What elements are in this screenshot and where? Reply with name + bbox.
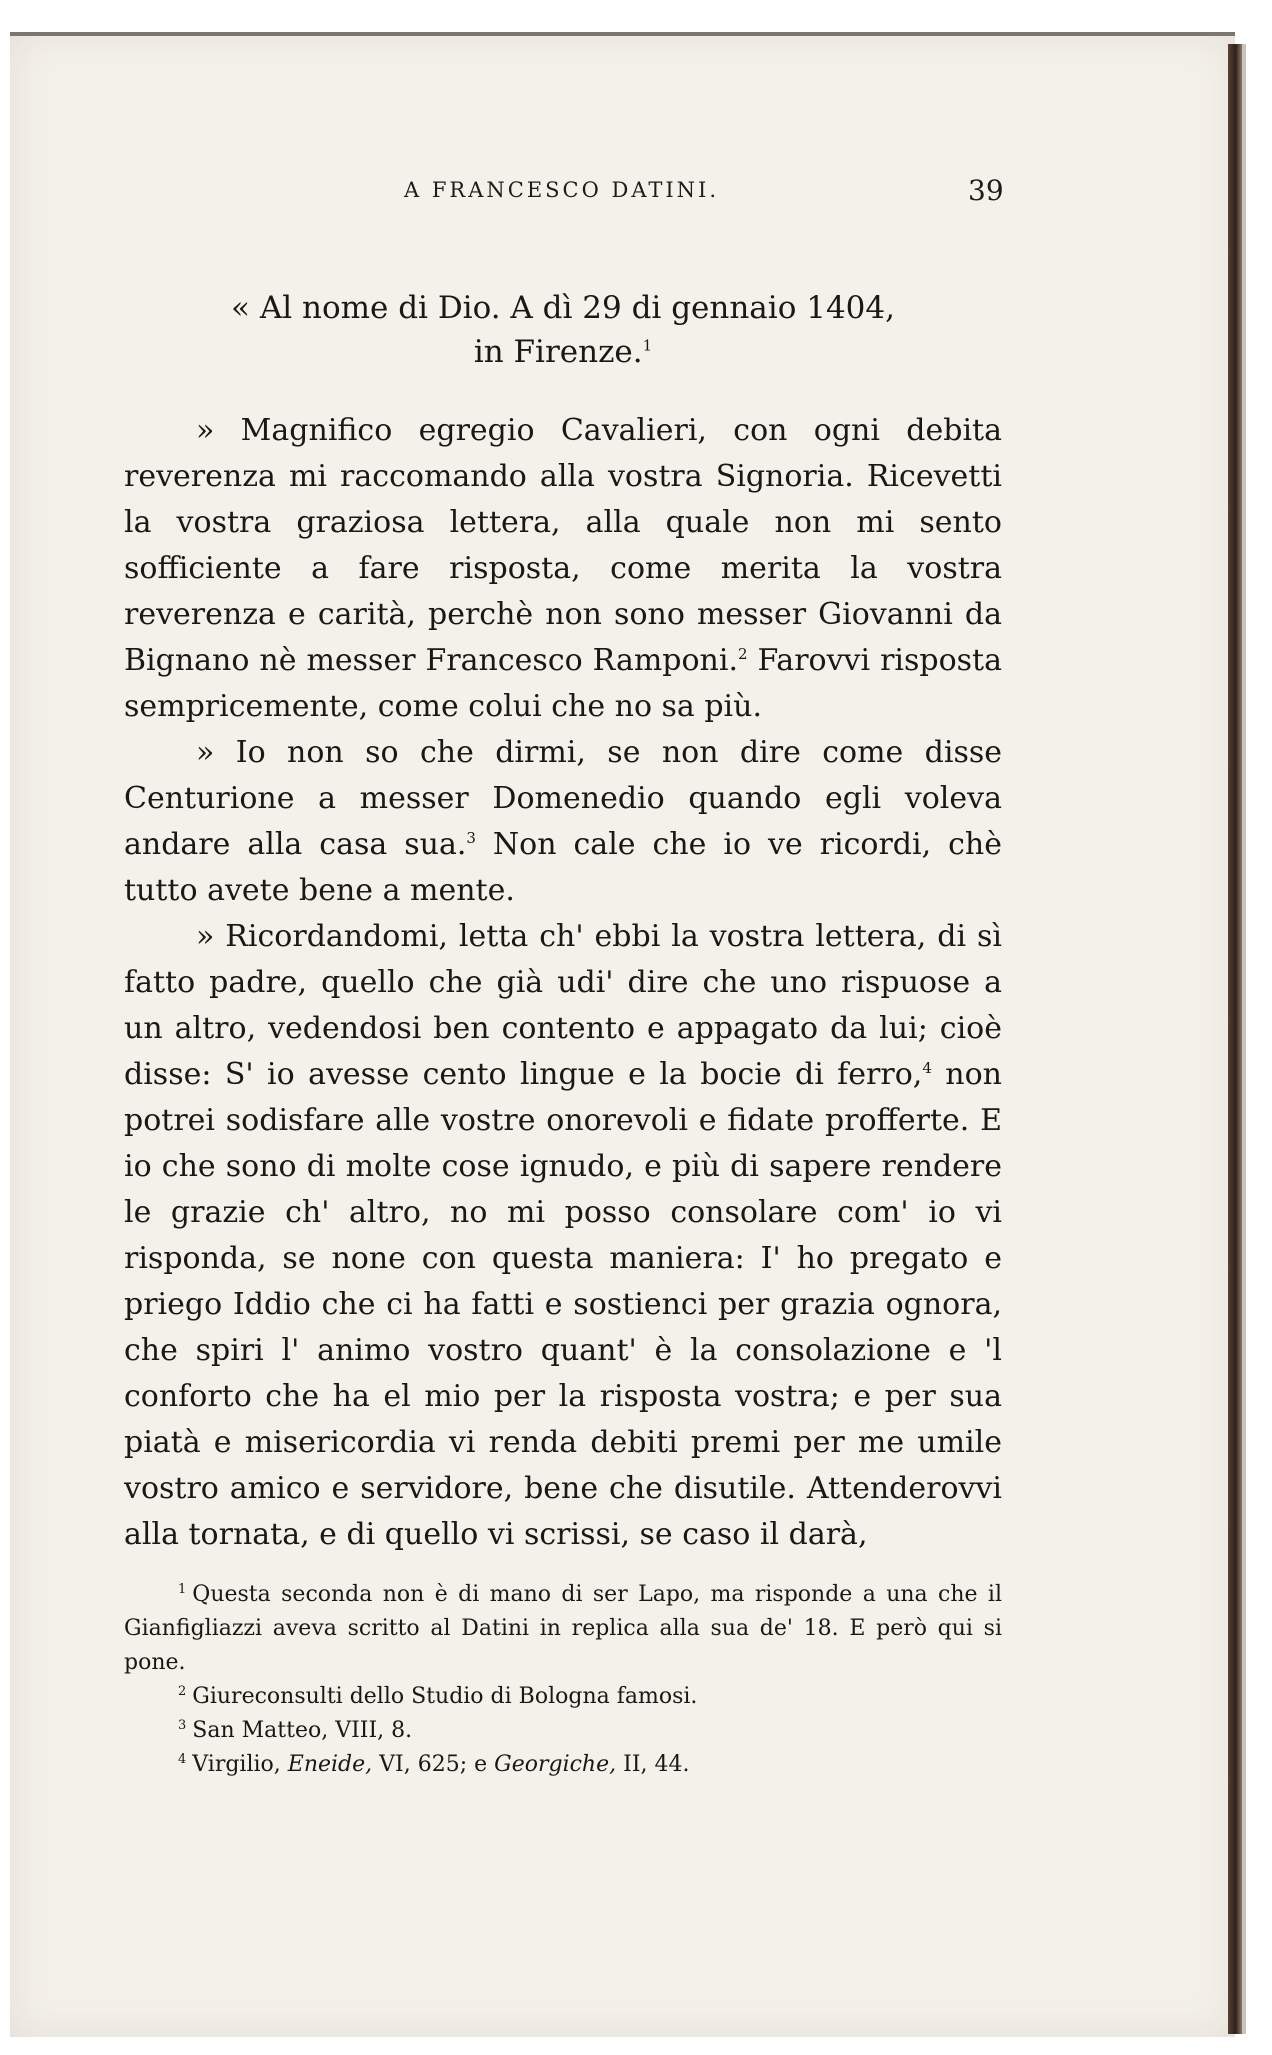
footnotes (124, 1578, 1002, 1782)
page-top-edge (10, 32, 1235, 36)
work-title: Eneide, (287, 1752, 373, 1777)
footnote (124, 1748, 1002, 1782)
footnote-text: II, 44. (623, 1752, 690, 1777)
footnote-mark: 3 (178, 1717, 187, 1733)
heading-line-1: « Al nome di Dio. A dì 29 di gennaio 1404, (231, 290, 895, 326)
letter-heading (124, 286, 1002, 374)
heading-line-2 (124, 330, 1002, 374)
running-title: A FRANCESCO DATINI. (404, 178, 720, 202)
footnote-ref: 1 (642, 336, 653, 355)
footnote-text: Questa seconda non è di mano di ser Lapo, ma risponde a una che il Gianfigliazzi aveva scritto al Datini in replica alla sua de' 18. E però qui si pone. (124, 1582, 1002, 1675)
page-number: 39 (968, 174, 1004, 207)
footnote-ref: 2 (738, 645, 748, 663)
paragraph (124, 914, 1002, 1558)
page-header (0, 174, 1272, 214)
footnote-mark: 1 (178, 1581, 187, 1597)
paragraph-text: Farovvi risposta sempricemente, come colui che no sa più. (124, 643, 1002, 724)
footnote-text: Giureconsulti dello Studio di Bologna famosi. (192, 1684, 698, 1709)
footnote (124, 1578, 1002, 1680)
footnote-ref: 4 (922, 1059, 932, 1077)
paragraph (124, 730, 1002, 914)
footnote-text: Virgilio, (192, 1752, 281, 1777)
paragraph-text: Non cale che io ve ricordi, chè tutto avete bene a mente. (124, 827, 1002, 908)
footnote-ref: 3 (466, 829, 476, 847)
footnote (124, 1680, 1002, 1714)
paragraph-text: » Io non so che dirmi, se non dire come disse Centurione a messer Domenedio quando egli voleva andare alla casa sua. (124, 735, 1002, 862)
paragraph (124, 408, 1002, 730)
work-title: Georgiche, (494, 1752, 617, 1777)
footnote-mark: 4 (178, 1751, 187, 1767)
book-spine (1228, 44, 1242, 2034)
footnote-text: VI, 625; e (379, 1752, 488, 1777)
paragraph-text: non potrei sodisfare alle vostre onorevoli e fidate profferte. E io che sono di molte cose ignudo, e più di sapere rendere le grazie ch' altro, no mi posso consolare com' io vi risponda, se none con questa maniera: I' ho pregato e priego Iddio che ci ha fatti e sostienci per grazia ognora, che spiri l' animo vostro quant' è la consolazione e 'l conforto che ha el mio per la risposta vostra; e per sua piatà e misericordia vi renda debiti premi per me umile vostro amico e servidore, bene che disutile. Attenderovvi alla tornata, e di quello vi scrissi, se caso il darà, (124, 1057, 1002, 1552)
heading-place: in Firenze. (473, 334, 643, 370)
paragraph-text: » Ricordandomi, letta ch' ebbi la vostra lettera, di sì fatto padre, quello che già udi' dire che uno rispuose a un altro, vedendosi ben contento e appagato da lui; cioè disse: S' io avesse cento lingue e la bocie di ferro, (124, 919, 1002, 1092)
letter-body (124, 408, 1002, 1558)
paragraph-text: » Magnifico egregio Cavalieri, con ogni debita reverenza mi raccomando alla vostra Signoria. Ricevetti la vostra graziosa lettera, alla quale non mi sento sofficiente a fare risposta, come merita la vostra reverenza e carità, perchè non sono messer Giovanni da Bignano nè messer Francesco Ramponi. (124, 413, 1002, 678)
footnote-text: San Matteo, VIII, 8. (192, 1718, 413, 1743)
footnote-mark: 2 (178, 1683, 187, 1699)
footnote (124, 1714, 1002, 1748)
spine-edge (1242, 44, 1246, 2034)
